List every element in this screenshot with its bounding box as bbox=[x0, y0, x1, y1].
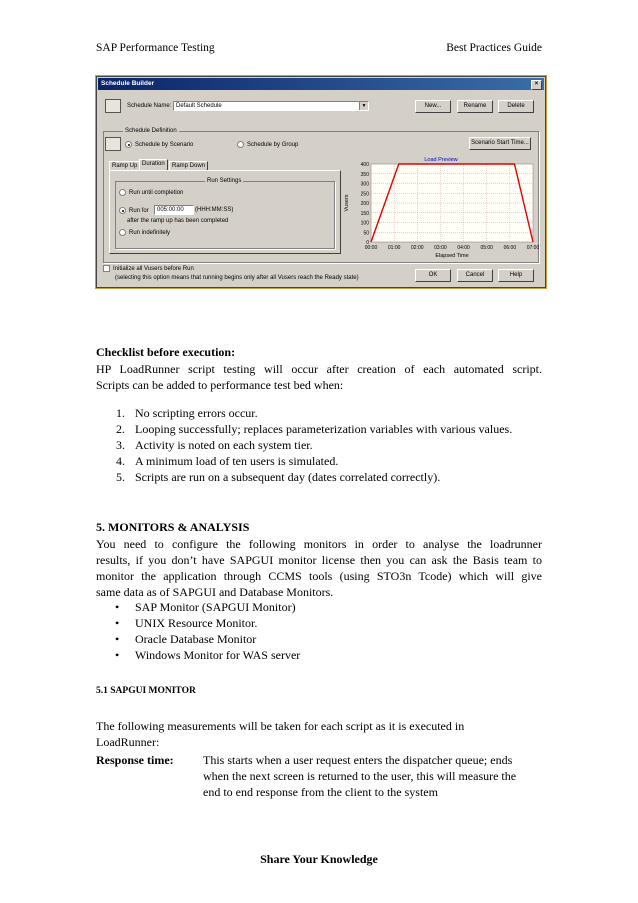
delete-button[interactable]: Delete bbox=[498, 100, 534, 113]
calendar-icon bbox=[105, 99, 121, 113]
schedule-name-label: Schedule Name: bbox=[127, 103, 172, 109]
x-tick-label: 05:00 bbox=[480, 245, 493, 251]
list-item: Looping successfully; replaces parameterization variables with various values. bbox=[135, 422, 513, 436]
initialize-vusers-checkbox[interactable] bbox=[103, 265, 194, 272]
initialize-vusers-note: (selecting this option means that running begins only after all Vusers reach the Ready state) bbox=[115, 275, 359, 281]
y-tick-label: 300 bbox=[360, 181, 369, 188]
footer: Share Your Knowledge bbox=[260, 852, 378, 866]
x-tick-label: 01:00 bbox=[387, 245, 401, 251]
schedule-builder-window bbox=[96, 76, 546, 288]
sapgui-para-line1: The following measurements will be taken for each script as it is executed in bbox=[96, 719, 465, 733]
x-tick-label: 00:00 bbox=[364, 245, 378, 251]
ok-button[interactable]: OK bbox=[415, 269, 451, 282]
monitors-para-line1: You need to configure the following monitors in order to analyse the loadrunner bbox=[96, 537, 542, 551]
schedule-name-value: Default Schedule bbox=[176, 103, 222, 109]
list-item-number: 3. bbox=[116, 438, 125, 452]
list-item: A minimum load of ten users is simulated. bbox=[135, 454, 339, 468]
window-title: Schedule Builder bbox=[101, 80, 155, 87]
list-item: UNIX Resource Monitor. bbox=[135, 616, 258, 630]
response-time-def-line1: This starts when a user request enters the dispatcher queue; ends bbox=[203, 753, 513, 767]
initialize-vusers-label: Initialize all Vusers before Run bbox=[113, 266, 194, 273]
y-tick-label: 100 bbox=[360, 220, 369, 227]
radio-run-indefinitely[interactable] bbox=[119, 229, 170, 236]
list-item: Windows Monitor for WAS server bbox=[135, 648, 301, 662]
y-tick-label: 50 bbox=[363, 230, 369, 237]
sapgui-para-line2: LoadRunner: bbox=[96, 735, 160, 749]
chart-title: Load Preview bbox=[424, 157, 458, 163]
run-indefinitely-label: Run indefinitely bbox=[129, 230, 171, 237]
y-axis-label: Vusers bbox=[344, 194, 350, 212]
list-item: Scripts are run on a subsequent day (dates correlated correctly). bbox=[135, 470, 441, 484]
radio-group-label: Schedule by Group bbox=[247, 142, 299, 149]
y-tick-label: 350 bbox=[360, 171, 369, 178]
list-item-number: 4. bbox=[116, 454, 125, 468]
monitors-para-line3: monitor the application through CCMS tools (using STO3n Tcode) which will give bbox=[96, 569, 542, 583]
x-tick-label: 03:00 bbox=[434, 245, 447, 251]
list-item: Activity is noted on each system tier. bbox=[135, 438, 313, 452]
run-for-format: (HHH:MM:SS) bbox=[195, 207, 234, 213]
radio-schedule-by-group[interactable] bbox=[237, 141, 298, 148]
y-tick-label: 400 bbox=[360, 162, 369, 168]
sapgui-heading: 5.1 SAPGUI MONITOR bbox=[96, 686, 196, 696]
schedule-name-select[interactable] bbox=[173, 101, 369, 111]
x-axis-label: Elapsed Time bbox=[435, 253, 469, 259]
window-titlebar bbox=[98, 78, 544, 90]
response-time-def-line3: end to end response from the client to the system bbox=[203, 785, 438, 799]
close-icon[interactable]: × bbox=[531, 80, 542, 90]
x-tick-label: 06:00 bbox=[503, 245, 517, 251]
bullet-icon: • bbox=[115, 648, 120, 662]
response-time-term: Response time: bbox=[96, 753, 174, 767]
list-item: Oracle Database Monitor bbox=[135, 632, 257, 646]
header-left: SAP Performance Testing bbox=[96, 42, 215, 54]
monitors-para-line4: same data as of SAPGUI and Database Monitors. bbox=[96, 585, 334, 599]
y-tick-label: 200 bbox=[360, 201, 369, 207]
tab-ramp-down[interactable]: Ramp Down bbox=[169, 161, 208, 171]
checklist-heading: Checklist before execution: bbox=[96, 345, 236, 359]
x-tick-label: 04:00 bbox=[457, 245, 470, 251]
schedule-definition-label: Schedule Definition bbox=[125, 128, 177, 134]
tab-ramp-up[interactable]: Ramp Up bbox=[109, 161, 140, 171]
monitors-heading: 5. MONITORS & ANALYSIS bbox=[96, 520, 250, 534]
list-item-number: 1. bbox=[116, 406, 125, 420]
bullet-icon: • bbox=[115, 616, 120, 630]
load-preview-chart bbox=[343, 155, 539, 259]
checklist-intro-line2: Scripts can be added to performance test bed when: bbox=[96, 378, 344, 392]
radio-run-for[interactable] bbox=[119, 207, 149, 214]
checklist-intro-line1: HP LoadRunner script testing will occur after creation of each automated script. bbox=[96, 362, 542, 376]
scenario-start-time-button[interactable]: Scenario Start Time... bbox=[469, 137, 531, 150]
tab-duration[interactable]: Duration bbox=[139, 159, 168, 171]
header-right: Best Practices Guide bbox=[446, 42, 542, 54]
settings-icon bbox=[105, 137, 121, 151]
radio-scenario-label: Schedule by Scenario bbox=[135, 142, 194, 149]
chevron-down-icon[interactable]: ▼ bbox=[359, 102, 368, 110]
x-tick-label: 07:00 bbox=[526, 245, 539, 251]
rename-button[interactable]: Rename bbox=[457, 100, 493, 113]
y-tick-label: 0 bbox=[366, 240, 369, 246]
radio-run-until-completion[interactable] bbox=[119, 189, 183, 196]
response-time-def-line2: when the next screen is returned to the user, this will measure the bbox=[203, 769, 517, 783]
bullet-icon: • bbox=[115, 600, 120, 614]
monitors-para-line2: results, if you don’t have SAPGUI monitor license then you can ask the Basis team to bbox=[96, 553, 542, 567]
run-until-completion-label: Run until completion bbox=[129, 190, 184, 197]
cancel-button[interactable]: Cancel bbox=[457, 269, 493, 282]
list-item: No scripting errors occur. bbox=[135, 406, 258, 420]
run-for-duration-input[interactable]: 005:00:00 bbox=[154, 205, 194, 215]
list-item: SAP Monitor (SAPGUI Monitor) bbox=[135, 600, 296, 614]
new-button[interactable]: New... bbox=[415, 100, 451, 113]
radio-schedule-by-scenario[interactable] bbox=[125, 141, 193, 148]
y-tick-label: 150 bbox=[360, 210, 369, 217]
list-item-number: 5. bbox=[116, 470, 125, 484]
run-for-label: Run for bbox=[129, 208, 149, 215]
help-button[interactable]: Help bbox=[498, 269, 534, 282]
run-settings-label: Run Settings bbox=[207, 178, 242, 184]
bullet-icon: • bbox=[115, 632, 120, 646]
list-item-number: 2. bbox=[116, 422, 125, 436]
x-tick-label: 02:00 bbox=[411, 245, 424, 251]
after-rampup-text: after the ramp up has been completed bbox=[127, 218, 229, 224]
y-tick-label: 250 bbox=[360, 191, 369, 198]
